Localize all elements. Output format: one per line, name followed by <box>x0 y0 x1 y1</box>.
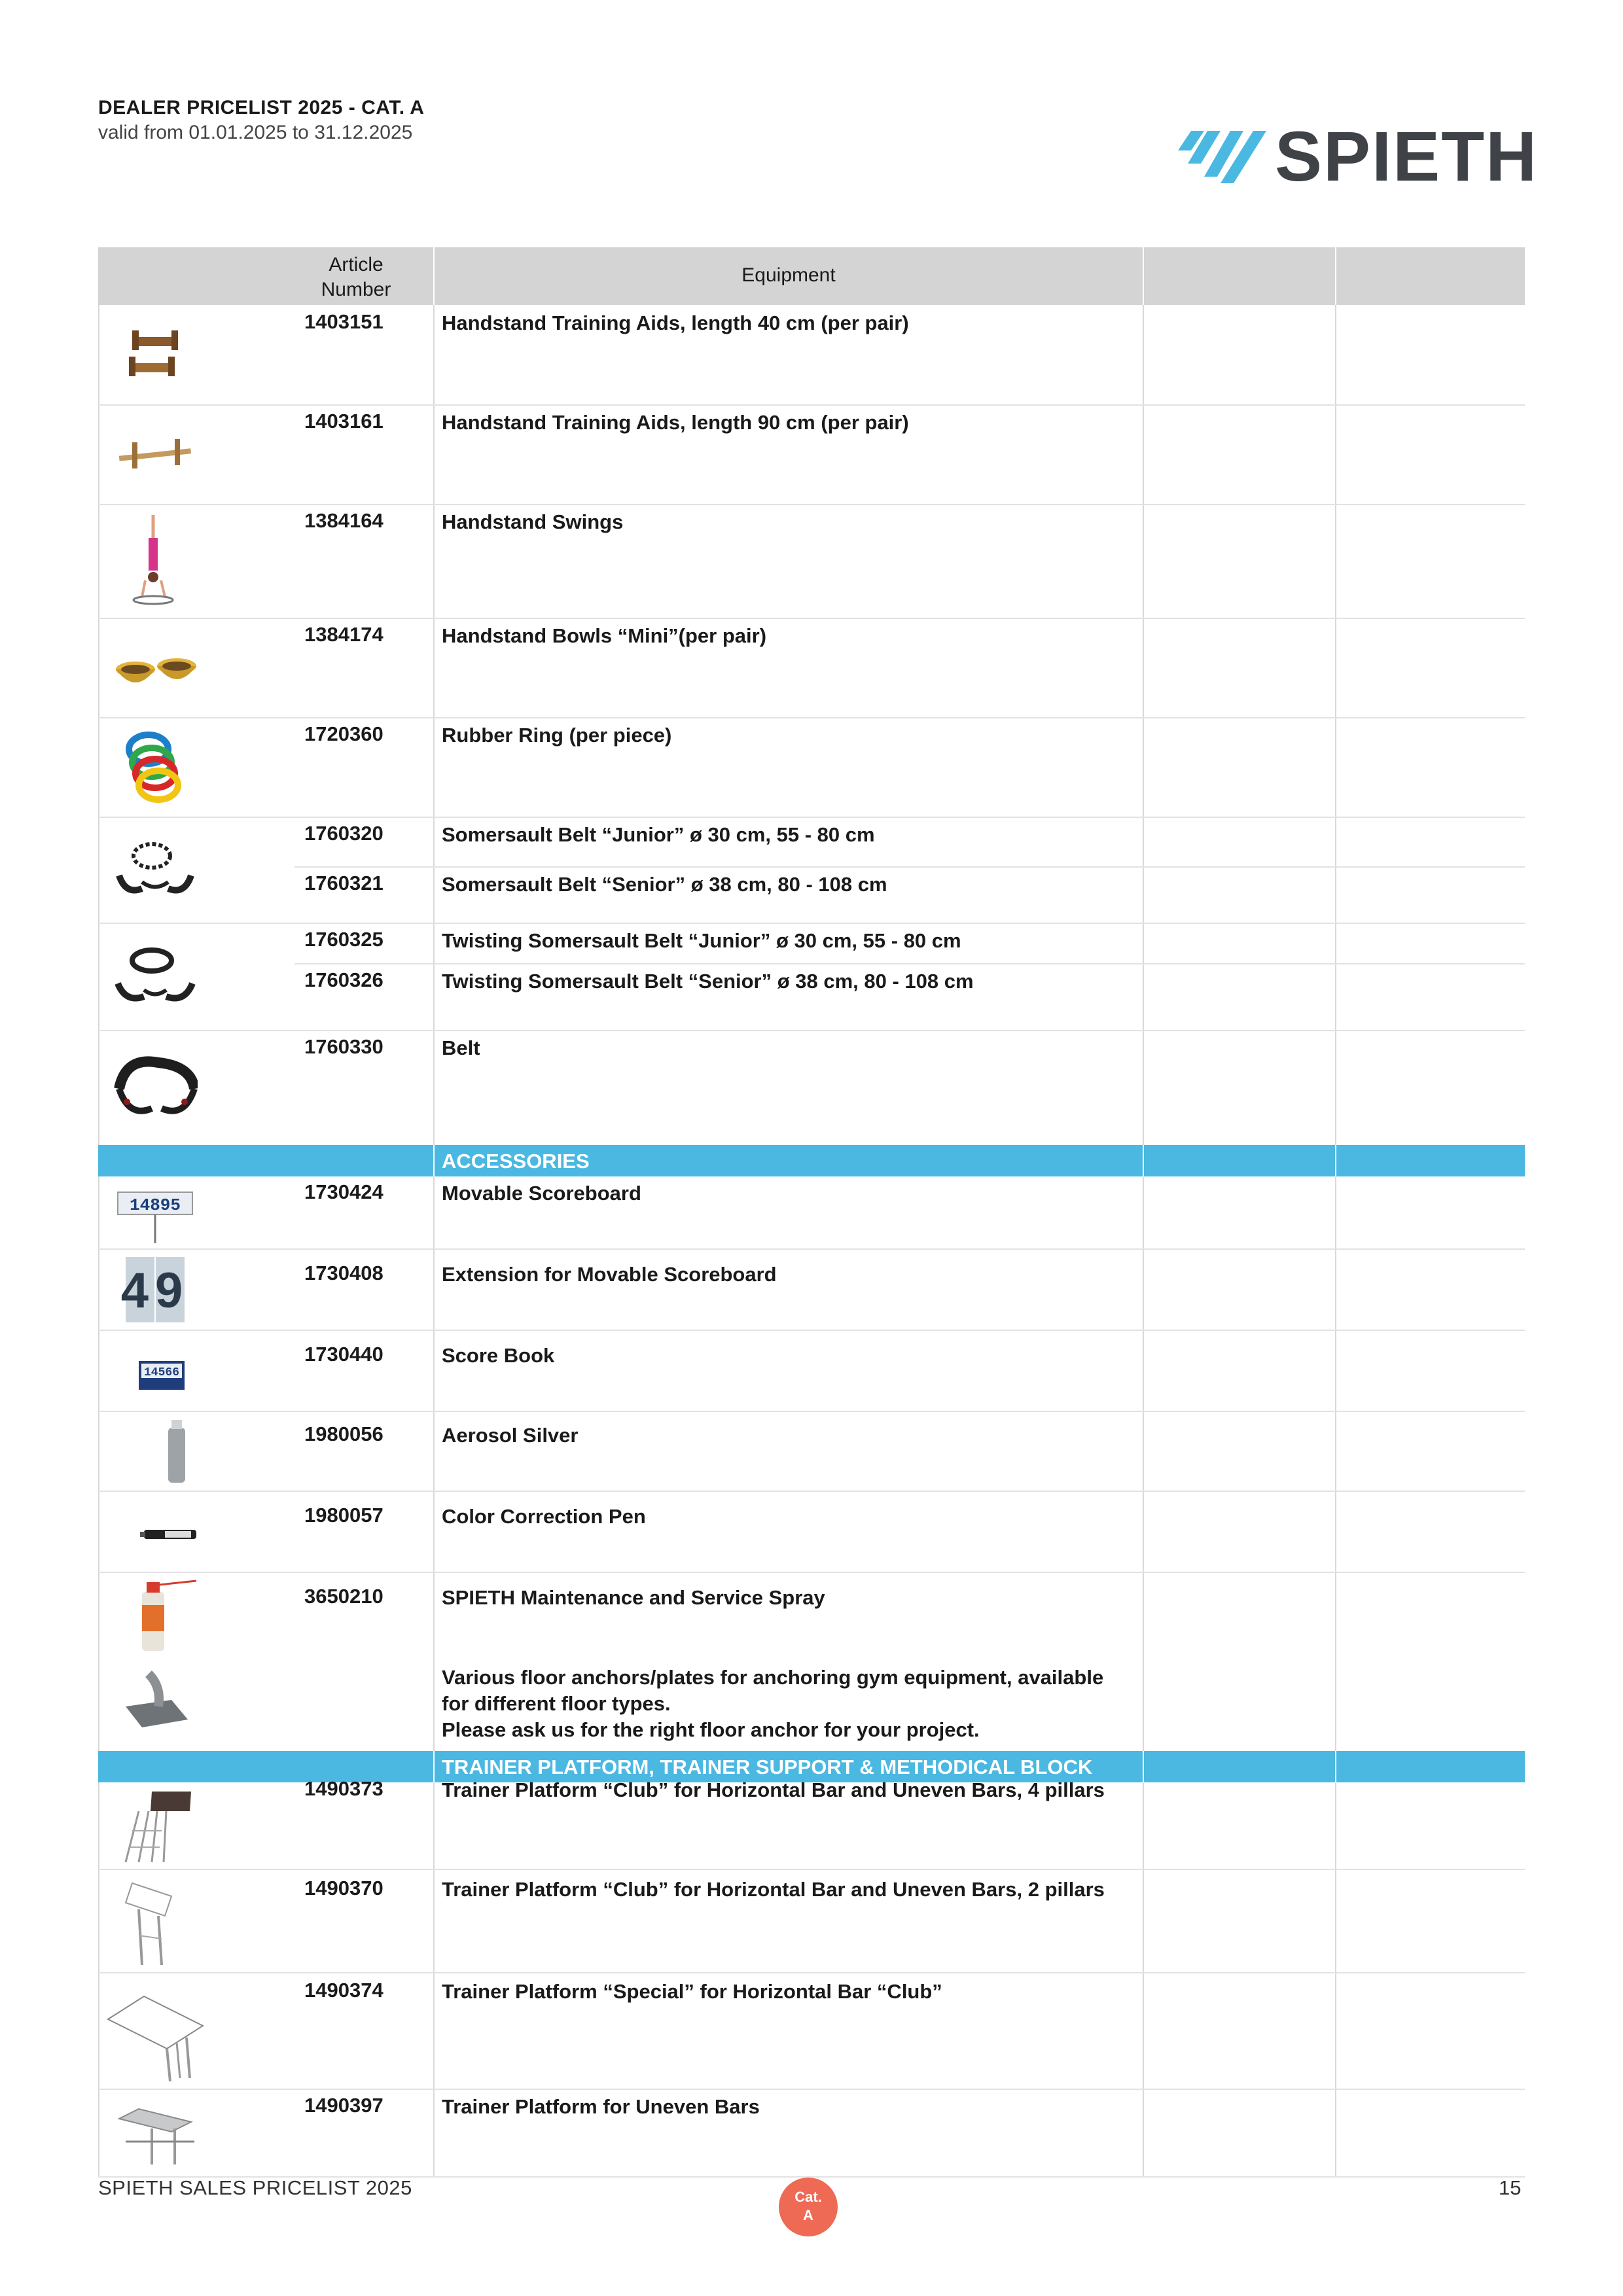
section-trainer-platform: TRAINER PLATFORM, TRAINER SUPPORT & METHODICAL BLOCK <box>98 1751 1525 1782</box>
equipment-name: Twisting Somersault Belt “Junior” ø 30 cm, 55 - 80 cm <box>442 929 961 952</box>
trainer-platform-uneven-bars-icon <box>113 2093 198 2171</box>
article-number: 1980057 <box>304 1504 383 1527</box>
equipment-name: Trainer Platform “Club” for Horizontal Bar and Uneven Bars, 2 pillars <box>442 1878 1105 1901</box>
article-number: 1384164 <box>304 509 383 532</box>
extension-digits: 49 <box>120 1263 190 1318</box>
article-number: 1490370 <box>304 1877 383 1899</box>
article-number: 1730424 <box>304 1180 383 1203</box>
article-number: 1760320 <box>304 822 383 845</box>
score-book-icon <box>113 1335 198 1407</box>
floor-anchor-icon <box>113 1661 198 1739</box>
equipment-name: Twisting Somersault Belt “Senior” ø 38 cm, 80 - 108 cm <box>442 970 974 993</box>
score-book-digits: 14566 <box>143 1366 180 1379</box>
handstand-bowls-icon <box>113 646 198 699</box>
equipment-name: Somersault Belt “Senior” ø 38 cm, 80 - 108 cm <box>442 873 887 896</box>
header-column-4 <box>1336 247 1525 305</box>
trainer-platform-2-pillars-icon <box>113 1877 198 1968</box>
belt-icon <box>113 1036 198 1135</box>
category-badge: Cat. A <box>779 2178 838 2236</box>
article-number: 1760321 <box>304 872 383 894</box>
article-number: 1760326 <box>304 968 383 991</box>
trainer-platform-4-pillars-icon <box>113 1785 198 1863</box>
equipment-name: Score Book <box>442 1344 555 1367</box>
scoreboard-digits: 14895 <box>129 1195 181 1215</box>
marker-pen-icon <box>113 1497 198 1569</box>
equipment-name: Handstand Training Aids, length 90 cm (per pair) <box>442 411 909 434</box>
article-number: 1730440 <box>304 1343 383 1366</box>
equipment-name: Somersault Belt “Junior” ø 30 cm, 55 - 80 cm <box>442 823 875 846</box>
spieth-logo <box>1178 116 1539 196</box>
service-spray-icon <box>113 1576 198 1654</box>
article-number: 1403151 <box>304 310 383 333</box>
rubber-rings-icon <box>113 726 198 807</box>
footer-title: SPIETH SALES PRICELIST 2025 <box>98 2176 412 2199</box>
trainer-platform-special-icon <box>105 1980 209 2085</box>
equipment-name: Belt <box>442 1036 480 1059</box>
equipment-name: Trainer Platform for Uneven Bars <box>442 2095 760 2118</box>
header-equipment: Equipment <box>435 247 1143 305</box>
logo-text: SPIETH <box>1275 116 1539 196</box>
gymnast-handstand-icon <box>113 512 198 610</box>
equipment-name: Aerosol Silver <box>442 1424 579 1447</box>
article-number: 1490397 <box>304 2094 383 2117</box>
pricelist-table <box>98 247 1525 2178</box>
equipment-name: Extension for Movable Scoreboard <box>442 1263 777 1286</box>
long-handstand-bars-icon <box>113 423 198 488</box>
article-number: 1403161 <box>304 410 383 433</box>
article-number: 1730408 <box>304 1262 383 1284</box>
equipment-note: Please ask us for the right floor anchor for your project. <box>442 1718 980 1741</box>
equipment-name: Color Correction Pen <box>442 1505 646 1528</box>
article-number: 1490374 <box>304 1979 383 2002</box>
wooden-handstand-blocks-icon <box>113 321 198 393</box>
article-number: 1384174 <box>304 623 383 646</box>
equipment-name: Handstand Training Aids, length 40 cm (per pair) <box>442 311 909 334</box>
article-number: 1490373 <box>304 1777 383 1800</box>
equipment-name: Various floor anchors/plates for anchoring gym equipment, available for different floor types. <box>442 1666 1104 1715</box>
equipment-name: Handstand Swings <box>442 510 624 533</box>
page-title: DEALER PRICELIST 2025 - CAT. A <box>98 97 425 118</box>
equipment-name: SPIETH Maintenance and Service Spray <box>442 1586 825 1609</box>
equipment-name: Trainer Platform “Club” for Horizontal Bar and Uneven Bars, 4 pillars <box>442 1778 1105 1801</box>
article-number: 1980056 <box>304 1422 383 1445</box>
twisting-belt-icon <box>113 928 198 1019</box>
equipment-name: Movable Scoreboard <box>442 1182 641 1205</box>
validity-text: valid from 01.01.2025 to 31.12.2025 <box>98 122 413 143</box>
equipment-name: Handstand Bowls “Mini”(per pair) <box>442 624 767 647</box>
header-column-3 <box>1144 247 1335 305</box>
section-accessories: ACCESSORIES <box>98 1145 1525 1176</box>
aerosol-can-icon <box>113 1416 198 1488</box>
scoreboard-icon <box>113 1179 198 1245</box>
article-number: 1720360 <box>304 722 383 745</box>
somersault-belt-icon <box>113 823 198 915</box>
equipment-name: Rubber Ring (per piece) <box>442 724 672 747</box>
article-number: 3650210 <box>304 1585 383 1608</box>
article-number: 1760325 <box>304 928 383 951</box>
page-number: 15 <box>1499 2176 1522 2199</box>
equipment-name: Trainer Platform “Special” for Horizontal Bar “Club” <box>442 1980 942 2003</box>
header-article-number: Article Number <box>98 247 433 305</box>
article-number: 1760330 <box>304 1035 383 1058</box>
scoreboard-extension-icon <box>113 1254 198 1326</box>
